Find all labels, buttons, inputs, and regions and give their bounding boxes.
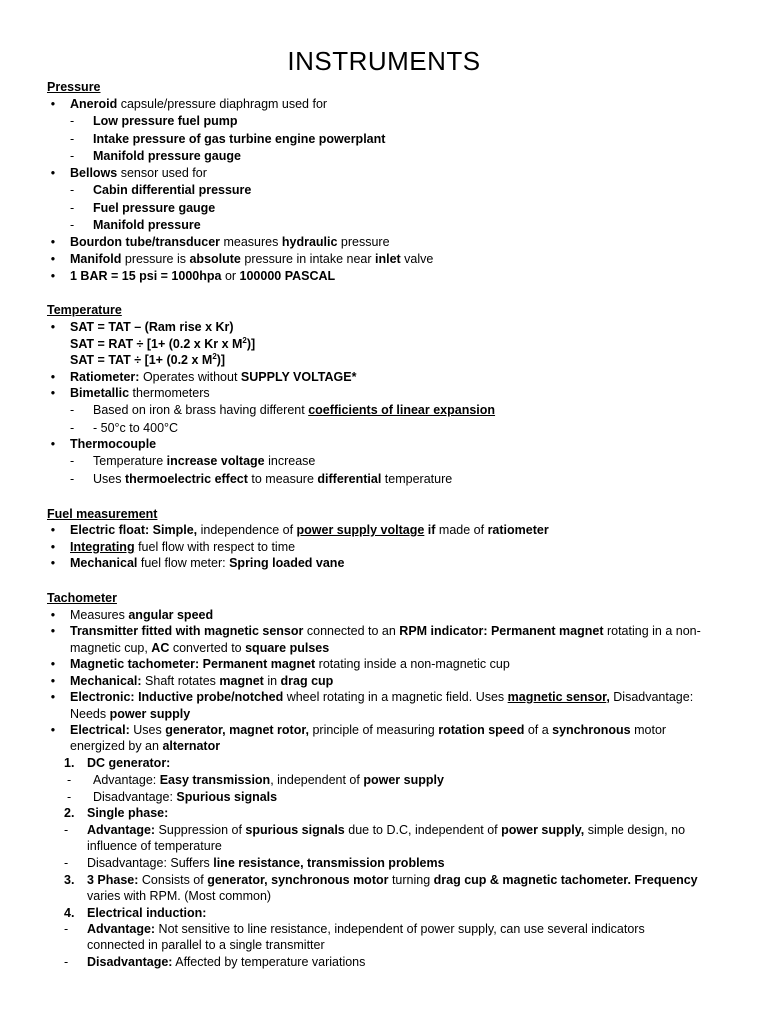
dash-icon: - [64, 955, 69, 969]
bullet-icon: • [50, 320, 56, 334]
dash-icon: - [64, 823, 69, 837]
bullet-icon: • [50, 437, 56, 451]
dash-icon: - [70, 218, 75, 232]
page-title: INSTRUMENTS [287, 46, 481, 76]
dash-icon: - [70, 201, 75, 215]
dash-icon: - [70, 149, 75, 163]
dash-icon: - [67, 773, 72, 787]
document-page: INSTRUMENTS Pressure • Aneroid capsule/pressure diaphragm used for - Low pressure fuel pump - Intake pressure of gas turbine engine powerplant - Manifold pressure gauge • Bellows sensor used for - Cabin differential pressure - Fuel pressure gauge - Manifold pressure • Bourdon tube/transducer measures hydraulic pressure • Manifold pressure is absolute pressure in intake near inlet valve • 1 BAR = 15 psi = 1000hpa or 100000 PASCAL Temperature • SAT = TAT – (Ram rise x Kr) SAT = RAT ÷ [1+ (0.2 x Kr x $M^2$)] SAT = TAT ÷ [1+ (0.2 x $M^2$)] • Ratiometer: Operates without SUPPLY VOLTAGE* • Bimetallic thermometers - Based on iron & brass having different coefficients of linear expansion - - 50°c to 400°C • Thermocouple - Temperature increase voltage increase - Uses thermoelectric effect to measure differential temperature Fuel measurement • Electric float: Simple, independence of power supply voltage if made of ratiometer • Integrating fuel flow with respect to time • Mechanical fuel flow meter: Spring loaded vane Tachometer • Measures angular speed • Transmitter fitted with magnetic sensor connected to an RPM indicator: Permanent magnet rotating in a non- magnetic cup, AC converted to square pulses • Magnetic tachometer: Permanent magnet rotating inside a non-magnetic cup • Mechanical: Shaft rotates magnet in drag cup • Electronic: Inductive probe/notched wheel rotating in a magnetic field. Uses magnetic sensor, Disadvantage: Needs power supply • Electrical: Uses generator, magnet rotor, principle of measuring rotation speed of a synchronous motor energized by an alternator 1. DC generator: - Advantage: Easy transmission, independent of power supply - Disadvantage: Spurious signals 2. Single phase: - Advantage: Suppression of spurious signals due to D.C, independent of power supply, simple design, no influence of temperature - Disadvantage: Suffers line resistance, transmission problems 3. 3 Phase: Consists of generator, synchronous motor turning drag cup & magnetic tachometer. Frequency varies with RPM. (Most common) 4. Electrical induction: - Advantage: Not sensitive to line resistance, independent of power supply, can use several indicators connected in parallel to a single transmitter - Disadvantage: Affected by temperature variations [0, 0, 768, 1024]
bullet-icon: • [50, 370, 56, 384]
bullet-icon: • [50, 657, 56, 671]
temperature-heading: Temperature [47, 303, 122, 317]
bullet-icon: • [50, 540, 56, 554]
fuel-heading: Fuel measurement [47, 507, 158, 521]
dash-icon: - [70, 403, 75, 417]
dash-icon: - [70, 472, 75, 486]
dash-icon: - [70, 183, 75, 197]
pressure-heading: Pressure [47, 80, 101, 94]
bullet-icon: • [50, 269, 56, 283]
bullet-icon: • [50, 690, 56, 704]
bullet-icon: • [50, 386, 56, 400]
dash-icon: - [70, 114, 75, 128]
bullet-icon: • [50, 235, 56, 249]
bullet-icon: • [50, 166, 56, 180]
dash-icon: - [70, 421, 75, 435]
dash-icon: - [70, 132, 75, 146]
bullet-icon: • [50, 97, 56, 111]
tachometer-heading: Tachometer [47, 591, 117, 605]
bullet-icon: • [50, 624, 56, 638]
dash-icon: - [64, 922, 69, 936]
dash-icon: - [64, 856, 69, 870]
bullet-icon: • [50, 523, 56, 537]
bullet-icon: • [50, 674, 56, 688]
bullet-icon: • [50, 252, 56, 266]
dash-icon: - [67, 790, 72, 804]
bullet-icon: • [50, 608, 56, 622]
dash-icon: - [70, 454, 75, 468]
bullet-icon: • [50, 556, 56, 570]
bullet-icon: • [50, 723, 56, 737]
